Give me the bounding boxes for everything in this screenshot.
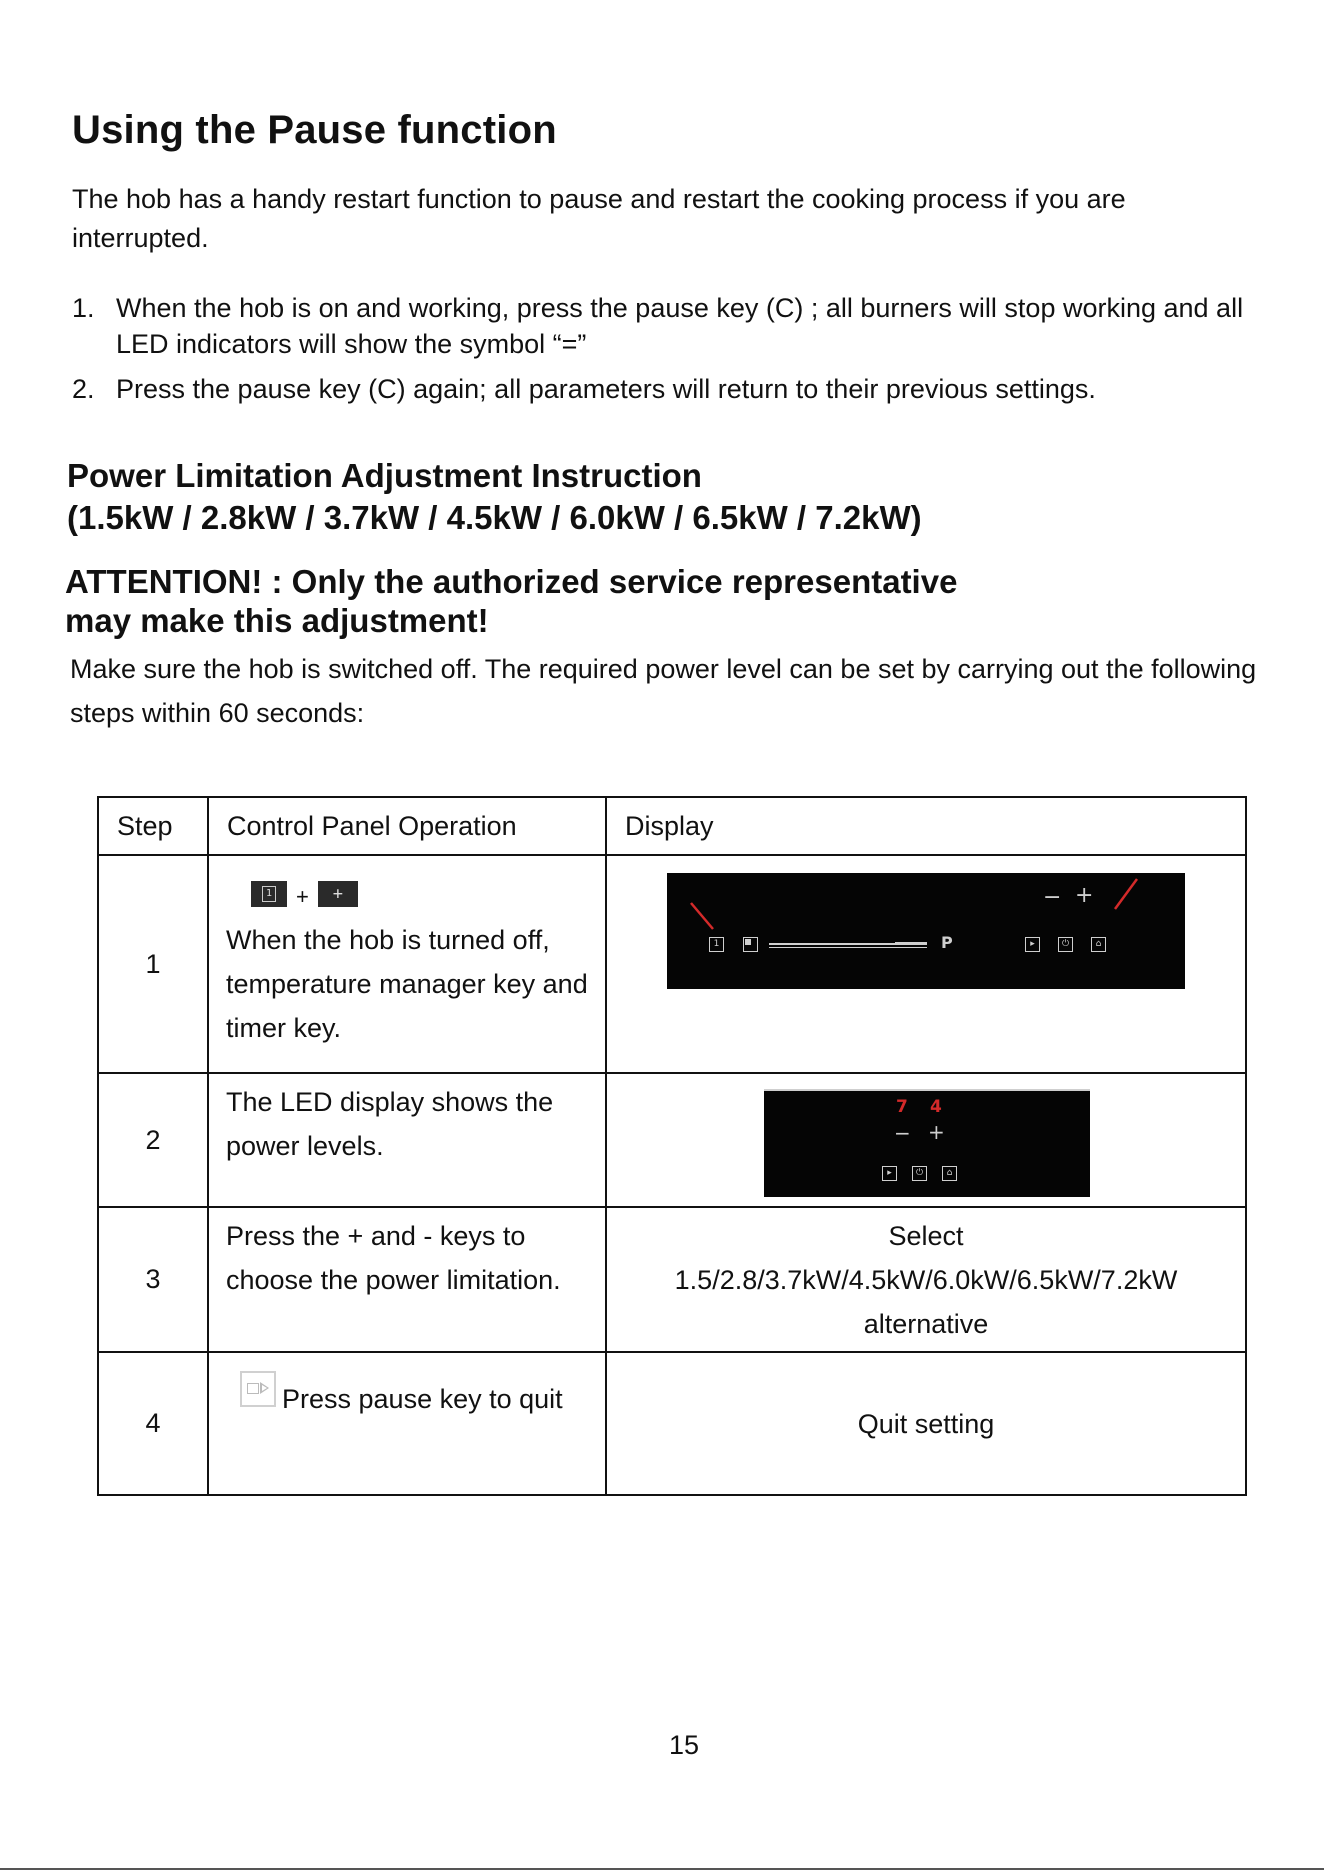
table-cell-display (606, 1073, 1246, 1207)
page-title: Using the Pause function (72, 108, 557, 152)
plus-sign-icon: + (296, 884, 309, 909)
key-combination (251, 876, 605, 912)
list-item (72, 290, 1252, 362)
table-cell-operation (208, 1352, 606, 1495)
power-p-indicator: P (941, 933, 953, 952)
table-cell-display (606, 855, 1246, 1073)
table-cell-operation (208, 1207, 606, 1352)
slider-handle (895, 942, 927, 945)
lock-key-icon: ⌂ (942, 1166, 957, 1181)
minus-key-icon: − (894, 1121, 911, 1145)
display-text-line: 1.5/2.8/3.7kW/4.5kW/6.0kW/6.5kW/7.2kW (674, 1264, 1178, 1295)
minus-key-icon: − (1043, 885, 1062, 910)
table-header-operation: Control Panel Operation (208, 797, 606, 855)
led-display-image (764, 1089, 1090, 1197)
pause-key-icon: ▸ (1025, 937, 1040, 952)
section-subheading-power-levels: (1.5kW / 2.8kW / 3.7kW / 4.5kW / 6.0kW / 6.5kW / 7.2kW) (67, 499, 922, 536)
plus-key-icon: + (1075, 883, 1094, 908)
pause-steps-list (72, 290, 1252, 416)
page-bottom-divider (0, 1868, 1324, 1870)
intro-paragraph: The hob has a handy restart function to pause and restart the cooking process if you are interrupted. (72, 184, 1126, 253)
power-limitation-table (97, 796, 1247, 1496)
table-cell-display (606, 1207, 1246, 1352)
display-text-line: alternative (863, 1308, 989, 1339)
table-row (98, 1073, 1246, 1207)
timer-plus-key-icon: + (318, 881, 358, 907)
list-item-text: Press the pause key (C) again; all parameters will return to their previous settings. (116, 374, 1096, 404)
list-item (72, 371, 1252, 407)
table-cell-step: 3 (98, 1207, 208, 1352)
table-cell-step: 4 (98, 1352, 208, 1495)
display-text-line: Select (888, 1220, 964, 1251)
table-row (98, 1207, 1246, 1352)
slider-track-lower (769, 947, 927, 948)
attention-heading-line1: ATTENTION! : Only the authorized service representative (65, 563, 958, 600)
temperature-manager-key-icon: 1 (709, 937, 724, 952)
table-row (98, 1352, 1246, 1495)
control-panel-display-image (667, 873, 1185, 989)
led-digit: 4 (930, 1097, 942, 1117)
page-number: 15 (668, 1730, 700, 1760)
power-key-icon: ⏻ (1058, 937, 1073, 952)
operation-text: Press the + and - keys to choose the power limitation. (226, 1221, 561, 1295)
table-header-step: Step (98, 797, 208, 855)
pause-key-icon: ▸ (882, 1166, 897, 1181)
table-cell-step: 1 (98, 855, 208, 1073)
section-heading-power-limitation: Power Limitation Adjustment Instruction (67, 457, 702, 494)
lock-key-icon: ⌂ (1091, 937, 1106, 952)
pause-key-icon (240, 1371, 276, 1407)
list-item-text: When the hob is on and working, press the pause key (C) ; all burners will stop working and all LED indicators will show the symbol “=” (116, 293, 1244, 359)
timer-key-icon (743, 937, 758, 952)
operation-text: The LED display shows the power levels. (226, 1087, 554, 1161)
table-cell-step: 2 (98, 1073, 208, 1207)
table-cell-display: Quit setting (606, 1352, 1246, 1495)
indicator-arrows-icon (667, 873, 1185, 989)
plus-key-icon: + (928, 1120, 945, 1144)
table-header-display: Display (606, 797, 1246, 855)
attention-heading-line2: may make this adjustment! (65, 602, 489, 639)
table-header-row (98, 797, 1246, 855)
table-row (98, 855, 1246, 1073)
list-item-number: 2. (72, 374, 95, 404)
operation-text: When the hob is turned off, temperature manager key and timer key. (226, 925, 588, 1043)
list-item-number: 1. (72, 293, 95, 323)
led-digit: 7 (896, 1097, 908, 1117)
instructions-note: Make sure the hob is switched off. The required power level can be set by carrying out the following steps within 60 seconds: (70, 654, 1257, 728)
table-cell-operation (208, 855, 606, 1073)
temperature-manager-key-icon: 1 (251, 881, 287, 907)
power-key-icon: ⏻ (912, 1166, 927, 1181)
operation-text: Press pause key to quit (282, 1384, 563, 1414)
table-cell-operation (208, 1073, 606, 1207)
